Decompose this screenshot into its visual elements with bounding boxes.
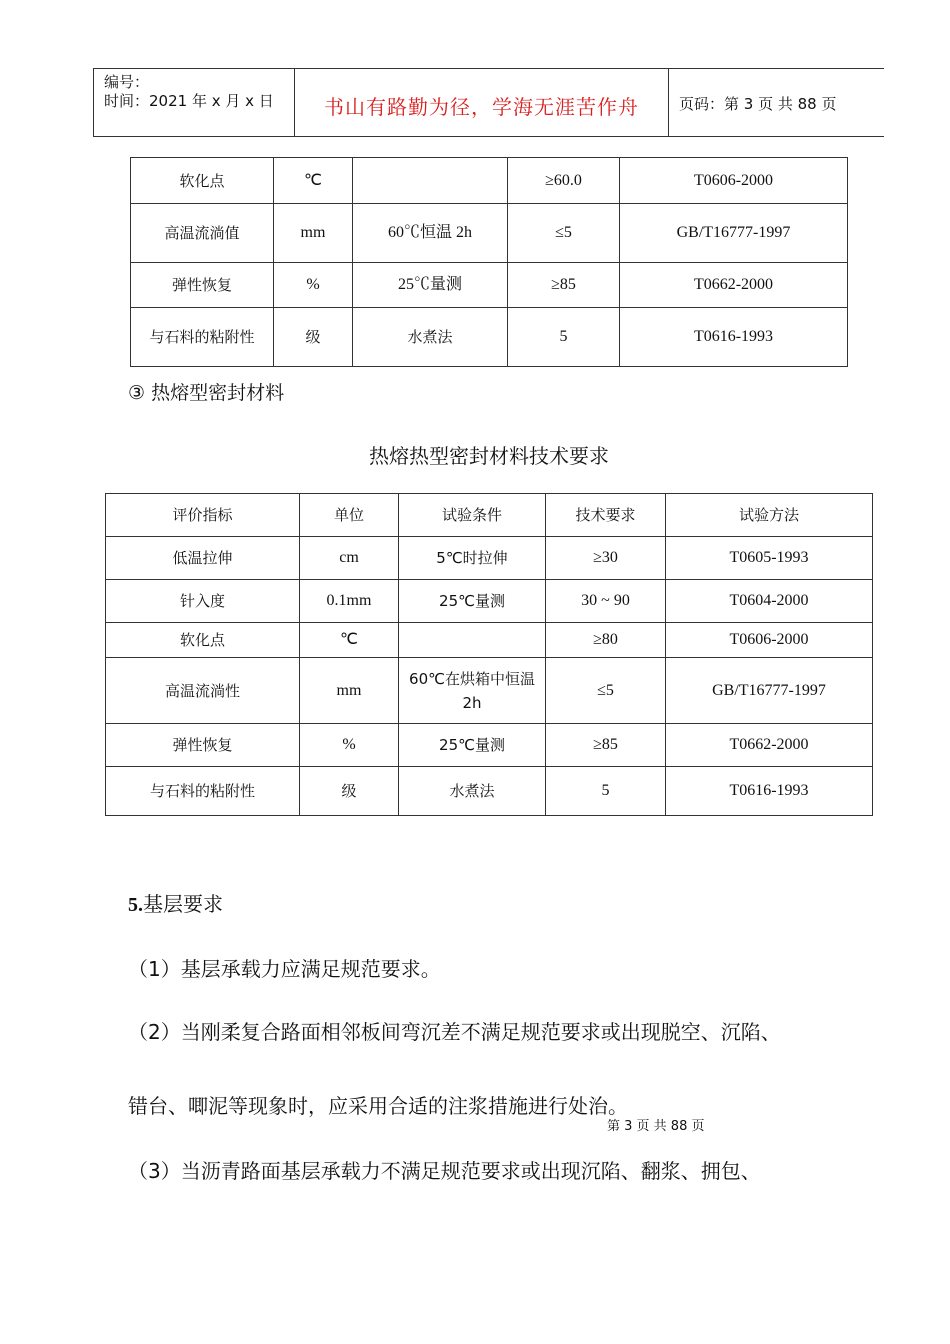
- header-motto: 书山有路勤为径，学海无涯苦作舟: [324, 95, 639, 119]
- table-cell: 60℃在烘箱中恒温 2h: [399, 658, 546, 724]
- table-cell: 与石料的粘附性: [106, 767, 300, 816]
- table-row: [131, 204, 848, 263]
- table-cell: %: [300, 724, 399, 767]
- table-cell: 25℃量测: [353, 263, 508, 308]
- table-cell: 高温流淌值: [131, 204, 274, 263]
- table-cell: 弹性恢复: [131, 263, 274, 308]
- paragraph: （1）基层承载力应满足规范要求。: [128, 957, 441, 981]
- table-cell: cm: [300, 537, 399, 580]
- subsection-heading: ③ 热熔型密封材料: [128, 382, 285, 404]
- column-header: 试验方法: [666, 494, 873, 537]
- table-cell: 25℃量测: [399, 580, 546, 623]
- table-cell: T0606-2000: [666, 623, 873, 658]
- paragraph: （3）当沥青路面基层承载力不满足规范要求或出现沉陷、翻浆、拥包、: [128, 1159, 761, 1183]
- table-caption: 热熔热型密封材料技术要求: [369, 444, 609, 468]
- paragraph: （2）当刚柔复合路面相邻板间弯沉差不满足规范要求或出现脱空、沉陷、: [128, 1020, 781, 1044]
- table-cell: T0606-2000: [620, 158, 848, 204]
- table-cell: 0.1mm: [300, 580, 399, 623]
- table-cell: mm: [274, 204, 353, 263]
- table-cell: 5: [508, 308, 620, 367]
- column-header: 技术要求: [546, 494, 666, 537]
- table-row: [131, 263, 848, 308]
- section-number: 5.: [128, 894, 143, 916]
- table-row: [106, 537, 873, 580]
- table-cell: ≥60.0: [508, 158, 620, 204]
- table-cell: 软化点: [106, 623, 300, 658]
- table-cell: 级: [274, 308, 353, 367]
- table-cell: 5: [546, 767, 666, 816]
- table-cell: 级: [300, 767, 399, 816]
- column-header: 试验条件: [399, 494, 546, 537]
- table-cell: T0605-1993: [666, 537, 873, 580]
- table-cell: mm: [300, 658, 399, 724]
- table-cell: 60℃恒温 2h: [353, 204, 508, 263]
- table-cell: T0662-2000: [620, 263, 848, 308]
- section-heading: [128, 888, 223, 917]
- table-cell: ≥85: [508, 263, 620, 308]
- doc-code-label: 编号：: [104, 73, 150, 91]
- table-cell: GB/T16777-1997: [620, 204, 848, 263]
- header-meta-cell: [94, 69, 295, 136]
- section-title: 基层要求: [143, 892, 223, 916]
- spec-table-2: [105, 493, 873, 816]
- paragraph: 错台、唧泥等现象时，应采用合适的注浆措施进行处治。: [128, 1094, 628, 1118]
- table-cell: 低温拉伸: [106, 537, 300, 580]
- table-cell: T0616-1993: [666, 767, 873, 816]
- table-cell: [353, 158, 508, 204]
- table-row: [131, 308, 848, 367]
- table-cell: 高温流淌性: [106, 658, 300, 724]
- table-cell: [399, 623, 546, 658]
- table-cell: 水煮法: [399, 767, 546, 816]
- column-header: 评价指标: [106, 494, 300, 537]
- table-cell: T0604-2000: [666, 580, 873, 623]
- table-cell: 25℃量测: [399, 724, 546, 767]
- doc-time-label: 时间：2021 年 x 月 x 日: [104, 92, 274, 110]
- table-row: [106, 767, 873, 816]
- page-header: [93, 68, 884, 137]
- table-cell: ≥85: [546, 724, 666, 767]
- page-footer: 第 3 页 共 88 页: [607, 1119, 705, 1134]
- table-cell: ≤5: [546, 658, 666, 724]
- header-page-label: 页码：第 3 页 共 88 页: [679, 95, 837, 113]
- table-row: [106, 623, 873, 658]
- table-cell: 5℃时拉伸: [399, 537, 546, 580]
- table-cell: ℃: [274, 158, 353, 204]
- table-cell: 软化点: [131, 158, 274, 204]
- table-row: [106, 580, 873, 623]
- table-row: [106, 658, 873, 724]
- table-cell: ≤5: [508, 204, 620, 263]
- table-cell: T0616-1993: [620, 308, 848, 367]
- spec-table-1: [130, 157, 848, 367]
- table-cell: 针入度: [106, 580, 300, 623]
- table-cell: 与石料的粘附性: [131, 308, 274, 367]
- table-cell: 水煮法: [353, 308, 508, 367]
- table-header-row: [106, 494, 873, 537]
- table-cell: ≥80: [546, 623, 666, 658]
- table-cell: 30 ~ 90: [546, 580, 666, 623]
- header-page-cell: [669, 69, 884, 136]
- table-cell: ℃: [300, 623, 399, 658]
- column-header: 单位: [300, 494, 399, 537]
- table-cell: 弹性恢复: [106, 724, 300, 767]
- header-motto-cell: [295, 69, 669, 136]
- table-cell: ≥30: [546, 537, 666, 580]
- table-cell: T0662-2000: [666, 724, 873, 767]
- table-cell: %: [274, 263, 353, 308]
- table-row: [131, 158, 848, 204]
- table-row: [106, 724, 873, 767]
- table-cell: GB/T16777-1997: [666, 658, 873, 724]
